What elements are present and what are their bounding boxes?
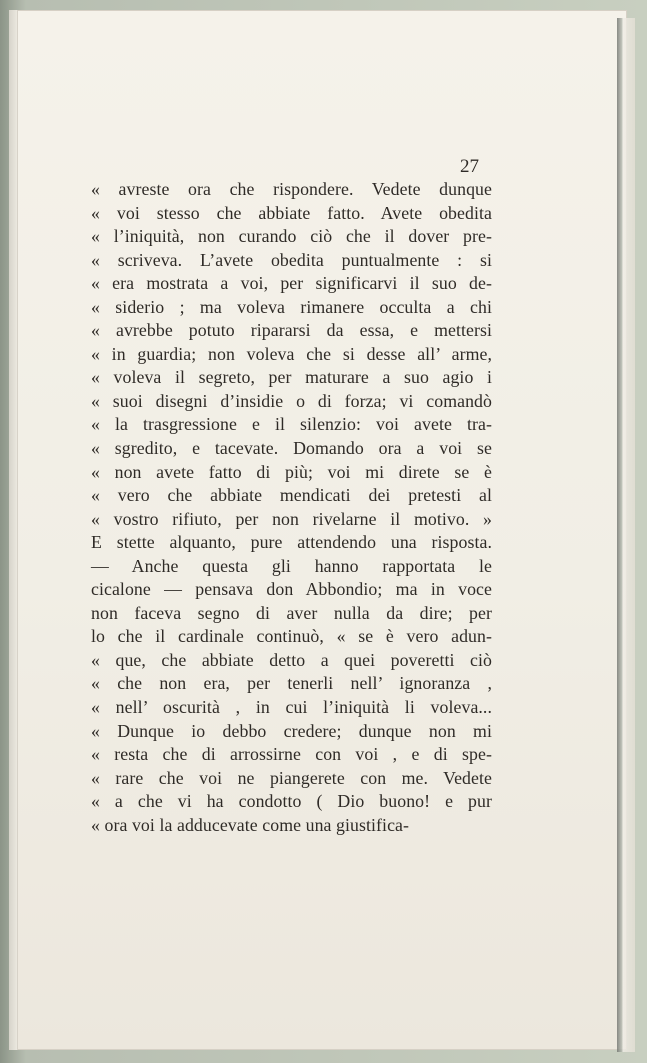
text-line: « vero che abbiate mendicati dei pretesti al xyxy=(91,485,492,506)
text-line: « sgredito, e tacevate. Domando ora a voi se xyxy=(91,438,492,459)
text-line: cicalone — pensava don Abbondio; ma in voce xyxy=(91,579,492,600)
text-line: « avreste ora che rispondere. Vedete dunque xyxy=(91,179,492,199)
text-line: « siderio ; ma voleva rimanere occulta a chi xyxy=(91,296,492,317)
text-line: « non avete fatto di più; voi mi direte se è xyxy=(91,461,492,482)
text-line: « que, che abbiate detto a quei poveretti ciò xyxy=(91,649,492,670)
text-line: « avrebbe potuto ripararsi da essa, e mettersi xyxy=(91,320,492,341)
page-text xyxy=(91,178,492,837)
text-line: « che non era, per tenerli nell’ ignoranza , xyxy=(91,673,492,694)
text-line: « era mostrata a voi, per significarvi il suo de- xyxy=(91,273,492,294)
book-page xyxy=(15,10,627,1050)
text-line: « in guardia; non voleva che si desse all’ arme, xyxy=(91,343,492,364)
text-line: « voleva il segreto, per maturare a suo agio i xyxy=(91,367,492,388)
text-line: — Anche questa gli hanno rapportata le xyxy=(91,555,492,576)
text-line: « vostro rifiuto, per non rivelarne il motivo. » xyxy=(91,508,492,529)
text-line: « suoi disegni d’insidie o di forza; vi comandò xyxy=(91,390,492,411)
text-line: « rare che voi ne piangerete con me. Vedete xyxy=(91,767,492,788)
text-line: « resta che di arrossirne con voi , e di spe- xyxy=(91,744,492,765)
text-line: « scriveva. L’avete obedita puntualmente : si xyxy=(91,249,492,270)
page-number: 27 xyxy=(460,156,479,177)
text-line: « ora voi la adducevate come una giustifica- xyxy=(91,814,410,835)
text-line: « a che vi ha condotto ( Dio buono! e pur xyxy=(91,791,492,812)
text-line: non faceva segno di aver nulla da dire; per xyxy=(91,602,492,623)
text-line: « la trasgressione e il silenzio: voi avete tra- xyxy=(91,414,492,435)
text-line: E stette alquanto, pure attendendo una risposta. xyxy=(91,532,492,553)
text-line: « l’iniquità, non curando ciò che il dover pre- xyxy=(91,226,492,247)
text-line: « nell’ oscurità , in cui l’iniquità li voleva... xyxy=(91,697,492,718)
text-line: « Dunque io debbo credere; dunque non mi xyxy=(91,720,492,741)
text-line: lo che il cardinale continuò, « se è vero adun- xyxy=(91,626,492,647)
text-line: « voi stesso che abbiate fatto. Avete obedita xyxy=(91,202,492,223)
